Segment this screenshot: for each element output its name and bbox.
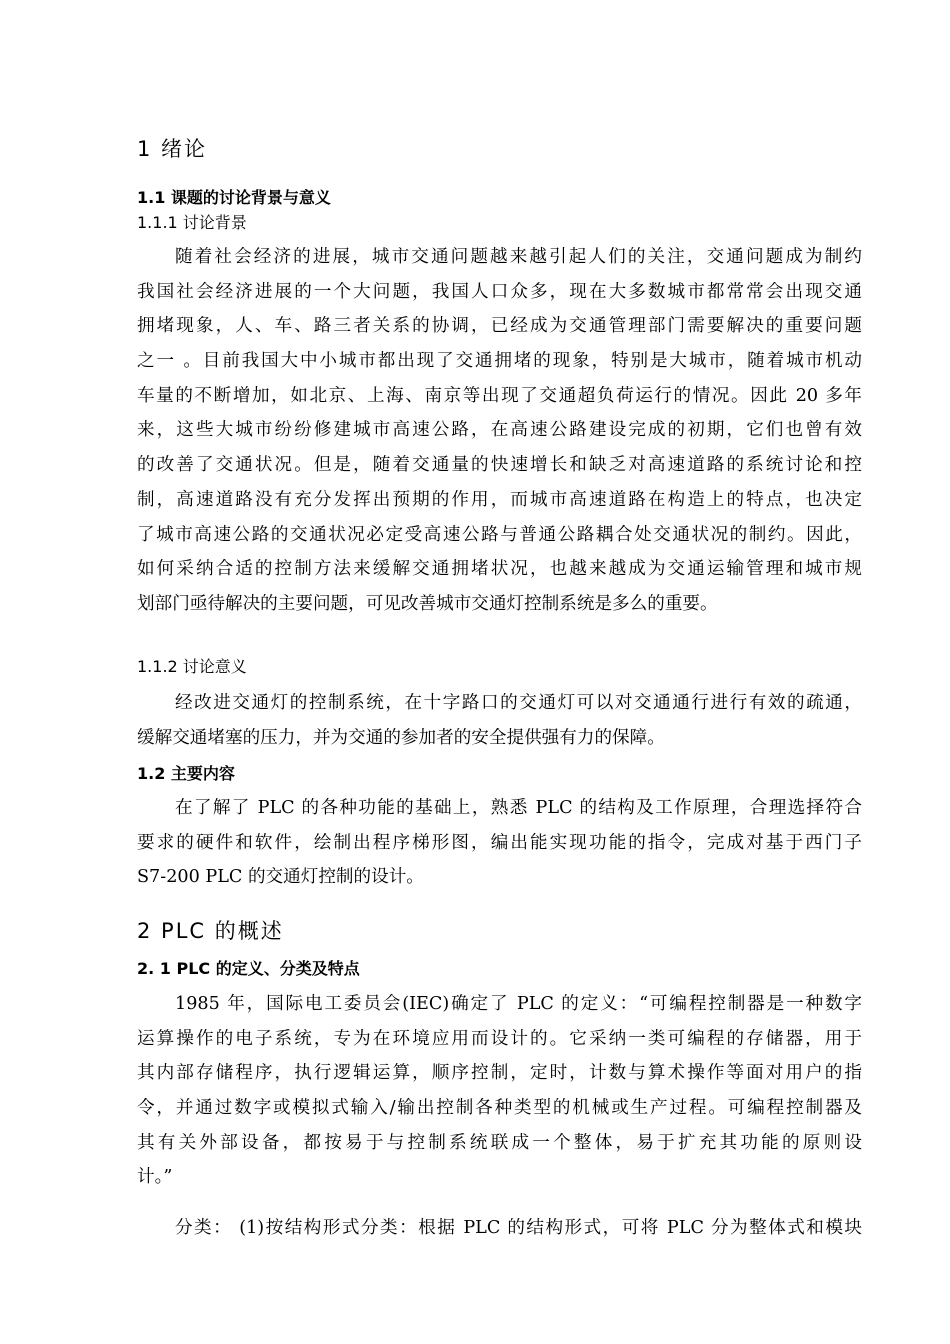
- text-line: 要求的硬件和软件，绘制出程序梯形图，编出能实现功能的指令，完成对基于西门子: [137, 832, 862, 853]
- text-line: 我国社会经济进展的一个大问题，我国人口众多，现在大多数城市都常常会出现交通: [137, 281, 862, 302]
- text-line: 制，高速道路没有充分发挥出预期的作用，而城市高速道路在构造上的特点，也决定: [137, 489, 862, 510]
- section-heading-plc-overview: 2 PLC 的概述: [137, 919, 284, 943]
- text-line: 拥堵现象，人、车、路三者关系的协调，已经成为交通管理部门需要解决的重要问题: [137, 316, 862, 337]
- section-heading-introduction: 1 绪论: [137, 137, 208, 161]
- text-line: 车量的不断增加，如北京、上海、南京等出现了交通超负荷运行的情况。因此 20 多年: [137, 385, 862, 406]
- text-line: 运算操作的电子系统，专为在环境应用而设计的。它采纳一类可编程的存储器，用于: [137, 1028, 862, 1049]
- subheading-1-1-2: 1.1.2 讨论意义: [137, 657, 247, 676]
- text-line: 计。”: [137, 1167, 173, 1188]
- subheading-1-2: 1.2 主要内容: [137, 764, 235, 783]
- paragraph-significance: [137, 686, 862, 755]
- paragraph-content: [137, 791, 862, 895]
- subheading-1-1-1: 1.1.1 讨论背景: [137, 213, 247, 232]
- text-line: 之一 。目前我国大中小城市都出现了交通拥堵的现象，特别是大城市，随着城市机动: [137, 351, 862, 372]
- subheading-1-1: 1.1 课题的讨论背景与意义: [137, 188, 331, 207]
- text-line: 的改善了交通状况。但是，随着交通量的快速增长和缺乏对高速道路的系统讨论和控: [137, 455, 862, 476]
- paragraph-classification: [137, 1211, 862, 1246]
- text-line: 在了解了 PLC 的各种功能的基础上，熟悉 PLC 的结构及工作原理，合理选择符合: [175, 798, 862, 818]
- text-line: 缓解交通堵塞的压力，并为交通的参加者的安全提供强有力的保障。: [137, 727, 665, 748]
- text-line: 1985 年，国际电工委员会(IEC)确定了 PLC 的定义：“可编程控制器是一种数字: [175, 994, 862, 1014]
- text-line: S7-200 PLC 的交通灯控制的设计。: [137, 867, 424, 888]
- text-line: 来，这些大城市纷纷修建城市高速公路，在高速公路建设完成的初期，它们也曾有效: [137, 420, 862, 441]
- text-line: 如何采纳合适的控制方法来缓解交通拥堵状况，也越来越成为交通运输管理和城市规: [137, 559, 862, 580]
- text-line: 其有关外部设备，都按易于与控制系统联成一个整体，易于扩充其功能的原则设: [137, 1132, 862, 1153]
- paragraph-definition: [137, 987, 862, 1195]
- subheading-2-1: 2. 1 PLC 的定义、分类及特点: [137, 959, 360, 978]
- text-line: 随着社会经济的进展，城市交通问题越来越引起人们的关注，交通问题成为制约: [175, 247, 862, 267]
- text-line: 经改进交通灯的控制系统，在十字路口的交通灯可以对交通通行进行有效的疏通，: [175, 693, 862, 713]
- text-line: 分类： (1)按结构形式分类：根据 PLC 的结构形式，可将 PLC 分为整体式和模块: [175, 1218, 862, 1238]
- paragraph-background: [137, 240, 862, 622]
- text-line: 了城市高速公路的交通状况必定受高速公路与普通公路耦合处交通状况的制约。因此，: [137, 524, 862, 545]
- text-line: 其内部存储程序，执行逻辑运算，顺序控制，定时，计数与算术操作等面对用户的指: [137, 1063, 862, 1084]
- text-line: 令，并通过数字或模拟式输入/输出控制各种类型的机械或生产过程。可编程控制器及: [137, 1098, 862, 1119]
- text-line: 划部门亟待解决的主要问题，可见改善城市交通灯控制系统是多么的重要。: [137, 593, 718, 614]
